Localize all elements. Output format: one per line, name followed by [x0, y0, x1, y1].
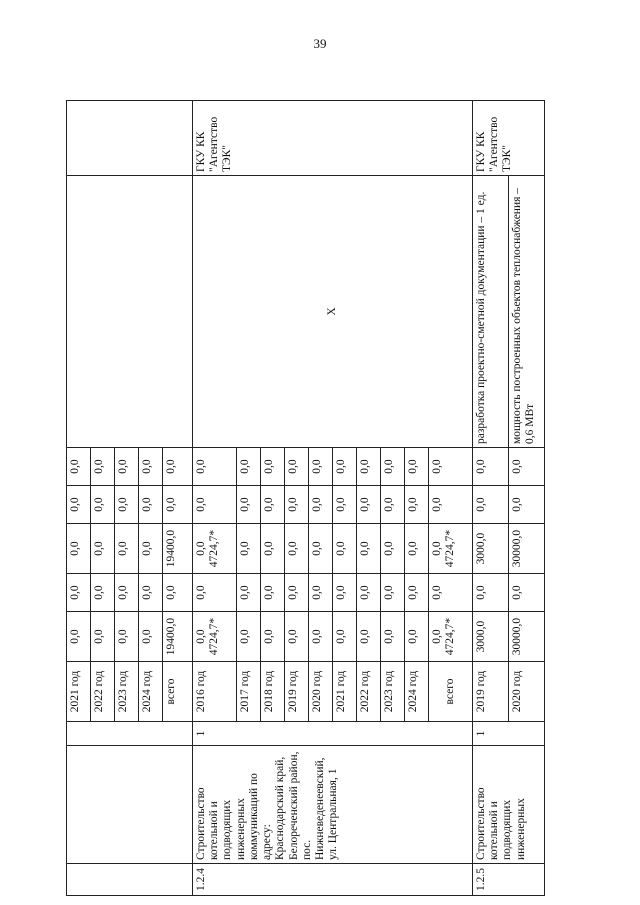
year-cell: всего: [163, 662, 193, 722]
item-125-row-2019: [473, 101, 509, 896]
value-cell: 30000,0: [509, 612, 545, 662]
item-executor: ГКУ КК "Агентство ТЭК": [473, 101, 545, 176]
item-count: 1: [193, 722, 473, 746]
upper-count-cell: [67, 722, 193, 746]
value-cell: 0,0: [381, 524, 405, 574]
result-cell: мощность построенных объектов теплоснабжения – 0,6 МВт: [509, 176, 545, 448]
value-cell: 0,0: [473, 448, 509, 486]
year-cell: всего: [429, 662, 473, 722]
value-cell: 19400,0: [163, 524, 193, 574]
value-cell: 19400,0: [163, 612, 193, 662]
value-cell: 0,0: [139, 612, 163, 662]
value-cell: 0,0: [237, 524, 261, 574]
rotated-table: [66, 101, 578, 896]
value-cell: 0,0: [357, 448, 381, 486]
value-cell: 0,0: [357, 574, 381, 612]
value-cell: 0,0: [285, 574, 309, 612]
upper-name-cell: [67, 746, 193, 864]
value-cell: 0,0: [309, 574, 333, 612]
value-main: 0,0: [195, 629, 207, 644]
value-cell: 0,0: [237, 486, 261, 524]
value-cell: 0,0: [405, 574, 429, 612]
rotated-table-frame: [66, 101, 578, 896]
upper-num-cell: [67, 864, 193, 896]
year-cell: 2020 год: [309, 662, 333, 722]
year-cell: 2022 год: [357, 662, 381, 722]
value-note: 4724,7*: [444, 617, 457, 656]
value-cell: 0,0: [261, 612, 285, 662]
value-cell: 0,0: [139, 574, 163, 612]
value-cell: 0,0: [237, 612, 261, 662]
year-cell: 2021 год: [67, 662, 91, 722]
item-result: Х: [193, 176, 473, 448]
value-cell: 0,0: [285, 448, 309, 486]
value-cell: 0,0: [509, 448, 545, 486]
value-cell: 0,0: [163, 486, 193, 524]
value-cell: [429, 524, 473, 574]
value-cell: 0,0: [285, 612, 309, 662]
value-cell: 0,0: [261, 524, 285, 574]
page-number: 39: [313, 36, 327, 51]
value-cell: 0,0: [115, 524, 139, 574]
upper-result-cell: [67, 176, 193, 448]
upper-row-2021: [67, 101, 91, 896]
result-cell: разработка проектно-сметной документации – 1 ед.: [473, 176, 509, 448]
value-cell: 0,0: [429, 574, 473, 612]
year-cell: 2021 год: [333, 662, 357, 722]
value-cell: 0,0: [193, 574, 237, 612]
value-cell: 0,0: [163, 574, 193, 612]
value-cell: 0,0: [309, 486, 333, 524]
value-cell: 0,0: [381, 612, 405, 662]
value-cell: 0,0: [237, 448, 261, 486]
value-cell: 0,0: [91, 486, 115, 524]
value-cell: 0,0: [309, 448, 333, 486]
value-cell: 0,0: [333, 574, 357, 612]
value-cell: 0,0: [67, 486, 91, 524]
value-note: 4724,7*: [208, 617, 221, 656]
item-count: 1: [473, 722, 545, 746]
year-cell: 2018 год: [261, 662, 285, 722]
value-cell: 0,0: [473, 574, 509, 612]
item-name: Строительство котельной и подводящих инженерных: [473, 746, 545, 864]
item-124-row-2016: [193, 101, 237, 896]
value-cell: 0,0: [193, 448, 237, 486]
value-cell: 0,0: [357, 612, 381, 662]
year-cell: 2023 год: [381, 662, 405, 722]
value-cell: 0,0: [405, 524, 429, 574]
item-executor: ГКУ КК "Агентство ТЭК": [193, 101, 473, 176]
value-cell: 0,0: [67, 448, 91, 486]
value-cell: 0,0: [91, 524, 115, 574]
value-cell: 0,0: [91, 612, 115, 662]
value-cell: 0,0: [139, 486, 163, 524]
year-cell: 2019 год: [285, 662, 309, 722]
value-cell: [193, 612, 237, 662]
value-main: 0,0: [431, 629, 443, 644]
value-note: 4724,7*: [444, 529, 457, 568]
value-main: 0,0: [195, 541, 207, 556]
value-main: 0,0: [431, 541, 443, 556]
value-cell: 0,0: [67, 524, 91, 574]
value-cell: 0,0: [163, 448, 193, 486]
value-cell: [429, 612, 473, 662]
value-cell: 0,0: [115, 574, 139, 612]
value-cell: 0,0: [473, 486, 509, 524]
value-cell: 0,0: [429, 448, 473, 486]
value-cell: 0,0: [509, 574, 545, 612]
year-cell: 2019 год: [473, 662, 509, 722]
value-cell: 0,0: [115, 486, 139, 524]
value-cell: 0,0: [261, 574, 285, 612]
value-cell: 0,0: [333, 486, 357, 524]
year-cell: 2016 год: [193, 662, 237, 722]
value-cell: 0,0: [261, 448, 285, 486]
value-cell: 30000,0: [509, 524, 545, 574]
value-cell: 0,0: [309, 612, 333, 662]
program-table: [66, 100, 545, 896]
value-cell: 0,0: [115, 448, 139, 486]
value-cell: [193, 524, 237, 574]
value-cell: 0,0: [381, 574, 405, 612]
value-cell: 0,0: [509, 486, 545, 524]
value-cell: 3000,0: [473, 612, 509, 662]
year-cell: 2017 год: [237, 662, 261, 722]
value-cell: 0,0: [139, 524, 163, 574]
value-cell: 0,0: [381, 448, 405, 486]
year-cell: 2022 год: [91, 662, 115, 722]
value-cell: 0,0: [357, 486, 381, 524]
year-cell: 2023 год: [115, 662, 139, 722]
value-cell: 0,0: [405, 612, 429, 662]
upper-executor-cell: [67, 101, 193, 176]
value-cell: 0,0: [333, 612, 357, 662]
value-cell: 0,0: [405, 486, 429, 524]
value-cell: 0,0: [357, 524, 381, 574]
value-cell: 0,0: [139, 448, 163, 486]
value-cell: 0,0: [333, 448, 357, 486]
year-cell: 2024 год: [405, 662, 429, 722]
value-cell: 0,0: [405, 448, 429, 486]
item-number: 1.2.5: [473, 864, 545, 896]
value-cell: 0,0: [261, 486, 285, 524]
value-cell: 0,0: [91, 448, 115, 486]
value-note: 4724,7*: [208, 529, 221, 568]
value-cell: 0,0: [381, 486, 405, 524]
value-cell: 0,0: [333, 524, 357, 574]
value-cell: 0,0: [115, 612, 139, 662]
value-cell: 0,0: [285, 486, 309, 524]
value-cell: 0,0: [91, 574, 115, 612]
value-cell: 0,0: [67, 612, 91, 662]
value-cell: 0,0: [429, 486, 473, 524]
item-number: 1.2.4: [193, 864, 473, 896]
value-cell: 0,0: [237, 574, 261, 612]
item-name: Строительство котельной и подводящих инженерных коммуникаций по адресу: Краснодарский край, Белореченский район, пос. Нижневеденеевский, ул. Центральная, 1: [193, 746, 473, 864]
year-cell: 2024 год: [139, 662, 163, 722]
year-cell: 2020 год: [509, 662, 545, 722]
value-cell: 0,0: [309, 524, 333, 574]
value-cell: 3000,0: [473, 524, 509, 574]
value-cell: 0,0: [285, 524, 309, 574]
value-cell: 0,0: [67, 574, 91, 612]
value-cell: 0,0: [193, 486, 237, 524]
